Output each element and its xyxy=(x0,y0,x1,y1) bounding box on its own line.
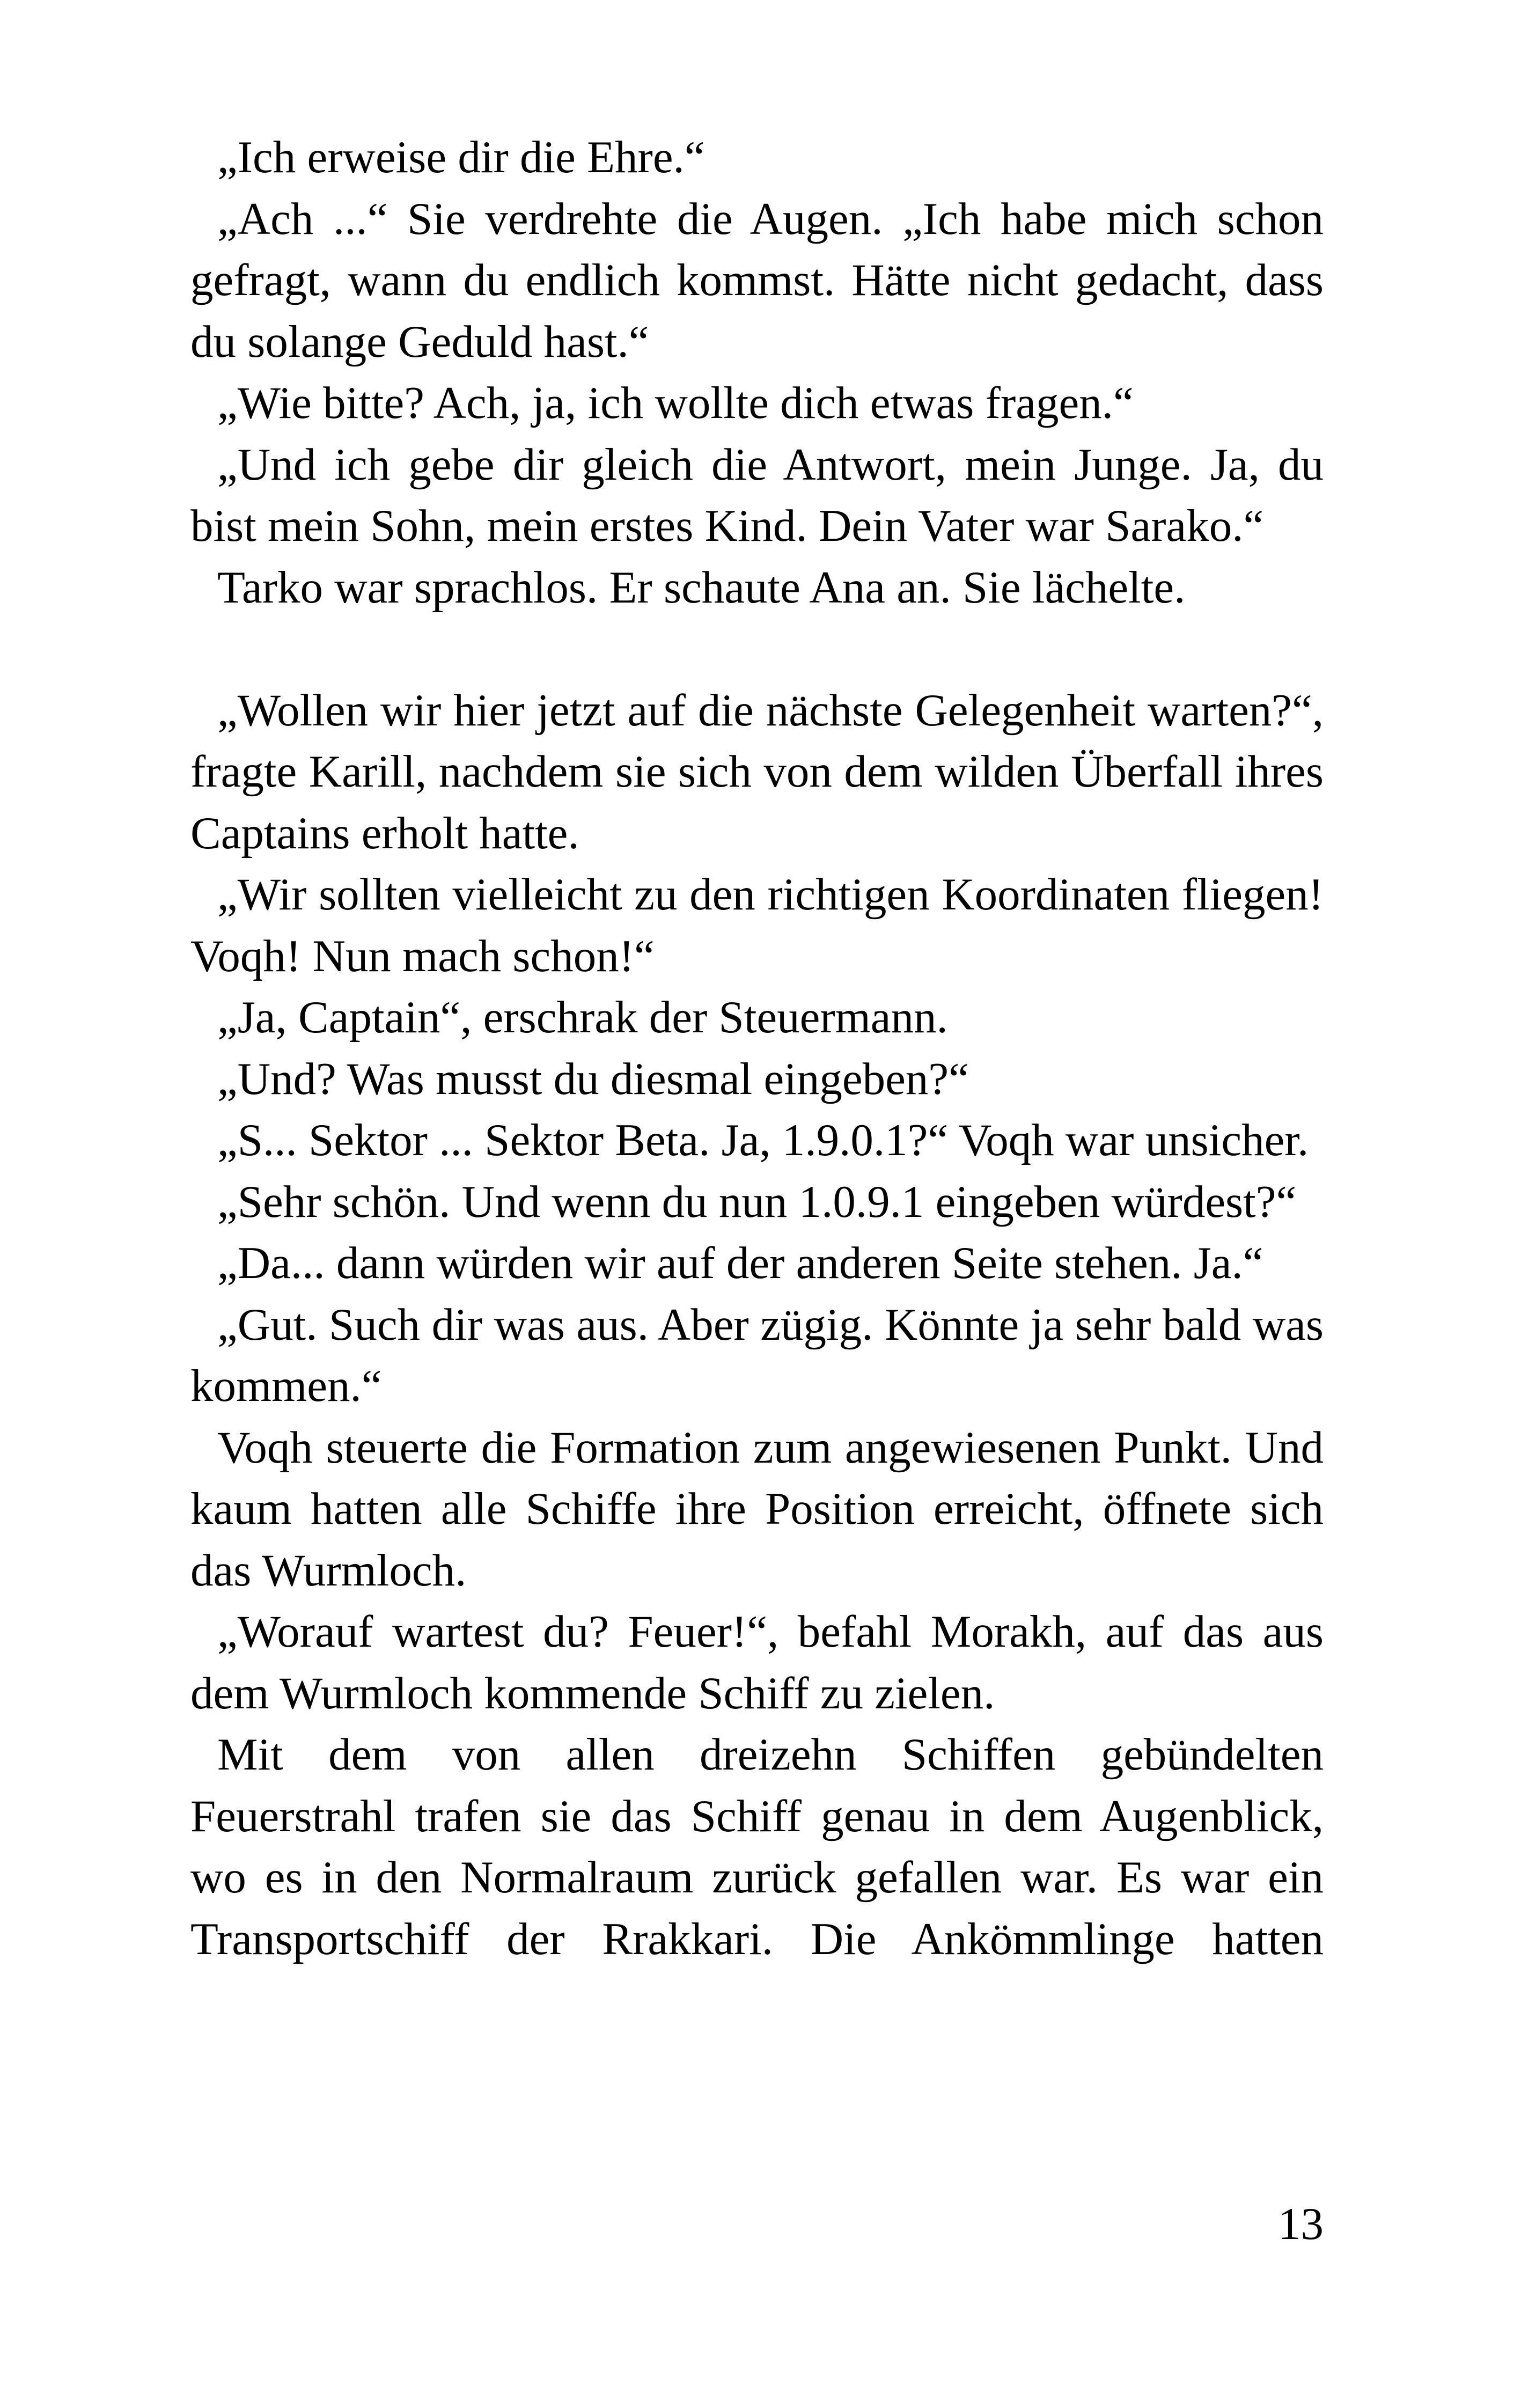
paragraph: „Wir sollten vielleicht zu den richtigen Koordinaten fliegen! Voqh! Nun mach schon!“ xyxy=(190,869,1324,981)
paragraph: „Wie bitte? Ach, ja, ich wollte dich etwas fragen.“ xyxy=(217,378,1134,428)
paragraph: „Gut. Such dir was aus. Aber zügig. Könnte ja sehr bald was kommen.“ xyxy=(190,1299,1324,1411)
paragraph: „Worauf wartest du? Feuer!“, befahl Morakh, auf das aus dem Wurmloch kommende Schiff zu zielen. xyxy=(190,1606,1324,1719)
scene-break xyxy=(190,618,1324,680)
paragraph: „Sehr schön. Und wenn du nun 1.0.9.1 eingeben würdest?“ xyxy=(217,1176,1297,1227)
paragraph: „Wollen wir hier jetzt auf die nächste Gelegenheit warten?“, fragte Karill, nachdem sie sich von dem wilden Überfall ihres Captains erholt hatte. xyxy=(190,685,1324,858)
paragraph: „Ich erweise dir die Ehre.“ xyxy=(217,132,705,182)
paragraph: „Und ich gebe dir gleich die Antwort, mein Junge. Ja, du bist mein Sohn, mein erstes Kind. Dein Vater war Sarako.“ xyxy=(190,439,1324,551)
paragraph: Mit dem von allen dreizehn Schiffen gebündelten Feuerstrahl trafen sie das Schiff genau in dem Augenblick, wo es in den Normalraum zurück gefallen war. Es war ein Transportschiff der Rrakkari. Die Ankömmlinge hatten xyxy=(190,1729,1324,1964)
paragraph: „S... Sektor ... Sektor Beta. Ja, 1.9.0.1?“ Voqh war unsicher. xyxy=(217,1115,1309,1165)
page-number: 13 xyxy=(1278,2199,1324,2249)
paragraph: „Und? Was musst du diesmal eingeben?“ xyxy=(217,1053,969,1104)
paragraph: „Ach ...“ Sie verdrehte die Augen. „Ich habe mich schon gefragt, wann du endlich kommst. Hätte nicht gedacht, dass du solange Geduld hast.“ xyxy=(190,193,1324,367)
paragraph: „Ja, Captain“, erschrak der Steuermann. xyxy=(217,992,948,1043)
paragraph: Voqh steuerte die Formation zum angewiesenen Punkt. Und kaum hatten alle Schiffe ihre Position erreicht, öffnete sich das Wurmloch. xyxy=(190,1422,1324,1596)
book-page xyxy=(190,127,1324,1970)
paragraph: Tarko war sprachlos. Er schaute Ana an. Sie lächelte. xyxy=(217,562,1186,613)
paragraph: „Da... dann würden wir auf der anderen Seite stehen. Ja.“ xyxy=(217,1238,1263,1288)
